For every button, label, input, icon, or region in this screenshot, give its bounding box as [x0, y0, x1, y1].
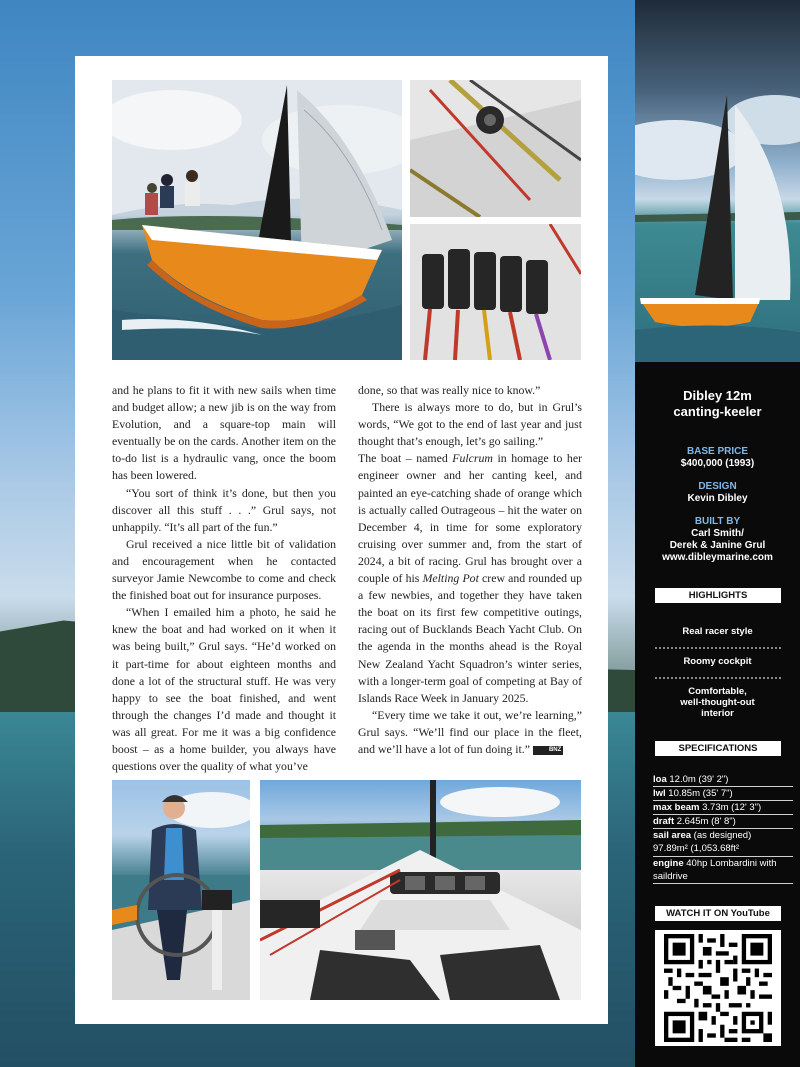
photo-rope-clutches [410, 224, 581, 360]
highlight-item: Real racer style [682, 626, 753, 637]
spec-row: draft 2.645m (8' 8") [653, 815, 793, 829]
boat-title: Dibley 12m canting-keeler [673, 388, 762, 419]
article-column-2 [358, 382, 582, 758]
photo-deck-winches [410, 80, 581, 217]
spec-row: saildrive [653, 870, 793, 884]
highlight-item: Comfortable, well-thought-out interior [680, 686, 755, 719]
paragraph: The boat – named Fulcrum in homage to her engineer owner and her canting keel, and painted an eye-catching shade of orange which is actually called Outrageous – hit the water on December 4, in time for some exploratory cruising over summer and, from the start of 2024, a bit of racing. Grul has brought over a couple of his Melting Pot crew and rounded up a few newbies, and together they have taken the boat on its first few competitive outings, racing out of Bucklands Beach Yacht Club. On the agenda in the months ahead is the Royal New Zealand Yacht Squadron’s winter series, with a longer-term goal of competing at Bay of Islands Race Week in January 2025. [358, 451, 582, 705]
spec-row: max beam 3.73m (12' 3") [653, 801, 793, 815]
highlight-item: Roomy cockpit [683, 656, 752, 667]
boat-name: Fulcrum [452, 451, 493, 466]
photo-woman-at-helm [112, 780, 250, 1000]
built-by-block: BUILT BY Carl Smith/ Derek & Janine Grul www.dibleymarine.com [662, 516, 773, 563]
specs-sidebar [635, 0, 800, 1067]
paragraph: done, so that was really nice to know.” [358, 383, 541, 397]
divider [655, 677, 781, 679]
paragraph: and he plans to fit it with new sails when time and budget allow; a new jib is on the way from Evolution, and a square-top main will eventually be on the cards. Another item on the to-do list is a hydraulic vang, once the boom has been lowered. [112, 383, 336, 483]
paragraph: “Every time we take it out, we’re learning,” Grul says. “We’ll find our place in the fleet, and we’ll have a lot of fun doing it.” BNZ [358, 707, 582, 756]
watch-on-youtube-heading: WATCH IT ON YouTube [655, 906, 781, 921]
base-price-block: BASE PRICE $400,000 (1993) [680, 446, 755, 469]
photo-yacht-under-sail [635, 0, 800, 362]
article-column-1 [112, 382, 336, 775]
paragraph: “You sort of think it’s done, but then you discover all this stuff . . .” Grul says, not unhappily. “It’s all part of the fun.” [112, 485, 336, 534]
highlights-heading: HIGHLIGHTS [655, 588, 781, 603]
crew-name: Melting Pot [422, 571, 479, 586]
specifications-heading: SPECIFICATIONS [655, 741, 781, 756]
spec-row: 97.89m² (1,053.68ft² [653, 842, 793, 856]
specifications-list [653, 773, 793, 884]
paragraph: “When I emailed him a photo, he said he knew the boat and had worked on it when it was being built,” Grul says. “He’d worked on it part-time for about eighteen months and done a lot of the structural stuff. He was very happy to see the boat finished, and went through the changes I’d made and thought it was all great. For me it was a big confidence boost – as a home builder, you always have questions over the quality of what you’ve [112, 605, 336, 774]
spec-row: loa 12.0m (39' 2") [653, 773, 793, 787]
divider [655, 647, 781, 649]
qr-code-icon [663, 934, 773, 1042]
end-mark: BNZ [533, 746, 563, 755]
spec-row: sail area (as designed) [653, 830, 752, 842]
youtube-qr-code[interactable] [655, 930, 781, 1046]
design-block: DESIGN Kevin Dibley [687, 481, 748, 504]
spec-row: lwl 10.85m (35' 7") [653, 787, 793, 801]
paragraph: Grul received a nice little bit of validation and encouragement when he contacted surveyor Jamie Newcombe to come and check the finished boat out for insurance purposes. [112, 536, 336, 603]
photo-orange-yacht-sailing [112, 80, 402, 360]
paragraph: There is always more to do, but in Grul’s words, “We got to the end of last year and just thought that’s enough, let’s go sailing.” [358, 400, 582, 449]
spec-row: engine 40hp Lombardini with [653, 857, 777, 869]
photo-cockpit-view [260, 780, 581, 1000]
